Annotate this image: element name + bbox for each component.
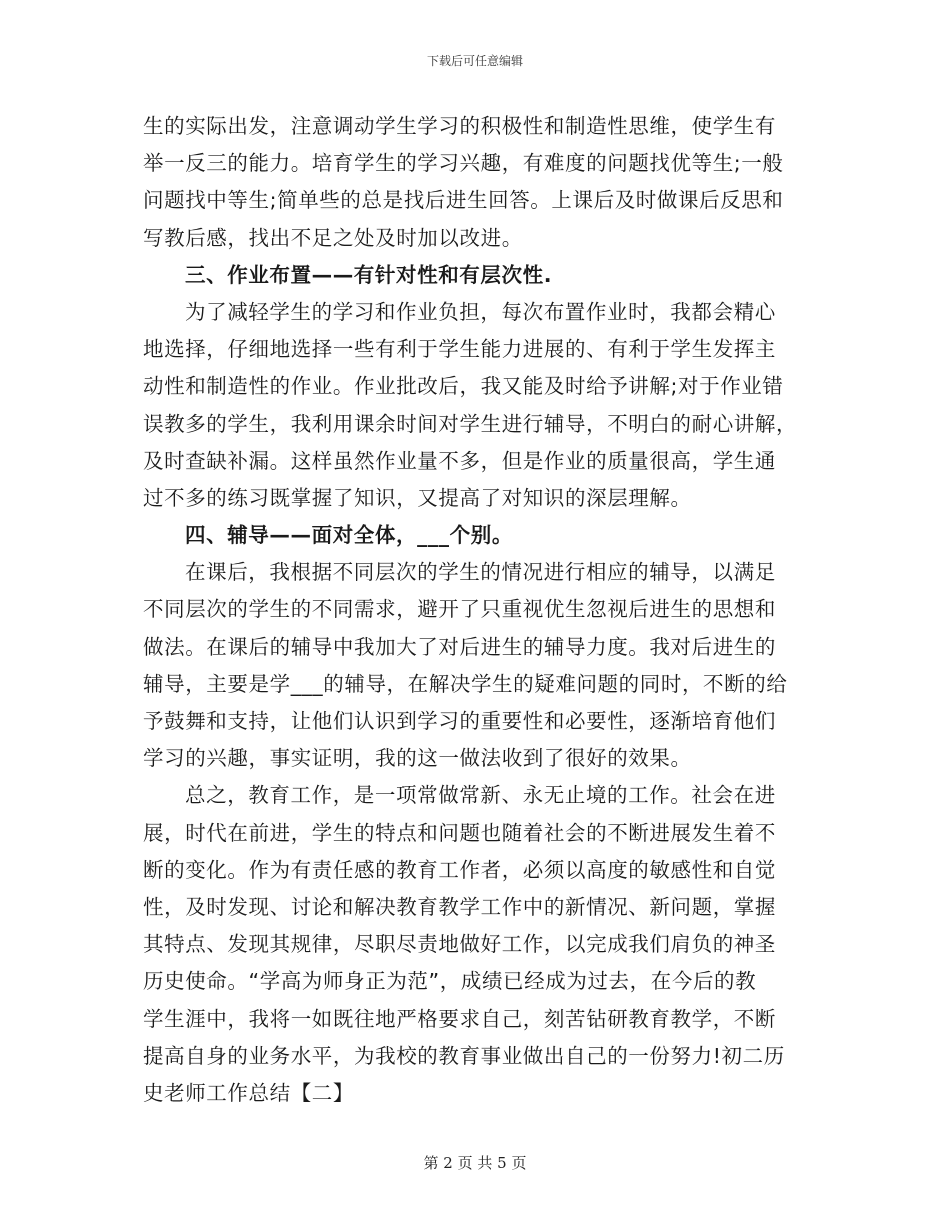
- text-line: 其特点、发现其规律，尽职尽责地做好工作，以完成我们肩负的神圣: [143, 932, 776, 957]
- text-line: 及时查缺补漏。这样虽然作业量不多，但是作业的质量很高，学生通: [143, 448, 776, 473]
- page-footer: 第 2 页 共 5 页: [423, 1154, 527, 1172]
- text-line: 生的实际出发，注意调动学生学习的积极性和制造性思维，使学生有: [143, 114, 776, 138]
- text-line: 学习的兴趣，事实证明，我的这一做法收到了很好的效果。: [143, 746, 692, 771]
- text-line: 展，时代在前进，学生的特点和问题也随着社会的不断进展发生着不: [143, 820, 776, 845]
- text-line: 做法。在课后的辅导中我加大了对后进生的辅导力度。我对后进生的: [143, 634, 776, 659]
- text-line: 学生涯中，我将一如既往地严格要求自己，刻苦钻研教育教学，不断: [143, 1006, 776, 1031]
- text-line: 历史使命。“学高为师身正为范”，成绩已经成为过去，在今后的教: [143, 969, 757, 994]
- text-line: 举一反三的能力。培育学生的学习兴趣，有难度的问题找优等生;一般: [143, 151, 784, 176]
- text-line: 问题找中等生;简单些的总是找后进生回答。上课后及时做课后反思和: [143, 188, 784, 213]
- text-line: 性，及时发现、讨论和解决教育教学工作中的新情况、新问题，掌握: [143, 894, 776, 919]
- text-line: 史老师工作总结【二】: [143, 1080, 354, 1105]
- section-heading: 三、作业布置——有针对性和有层次性.: [185, 262, 553, 287]
- text-line: 断的变化。作为有责任感的教育工作者，必须以高度的敏感性和自觉: [143, 857, 776, 882]
- text-line: 提高自身的业务水平，为我校的教育事业做出自己的一份努力!初二历: [143, 1043, 785, 1068]
- text-line: 过不多的练习既掌握了知识，又提高了对知识的深层理解。: [143, 485, 692, 510]
- text-line: 不同层次的学生的不同需求，避开了只重视优生忽视后进生的思想和: [143, 597, 776, 622]
- text-line: 写教后感，找出不足之处及时加以改进。: [143, 225, 523, 250]
- text-line: 误教多的学生，我利用课余时间对学生进行辅导，不明白的耐心讲解，: [143, 411, 798, 436]
- section-heading: 四、辅导——面对全体，___个别。: [185, 523, 513, 548]
- text-line: 动性和制造性的作业。作业批改后，我又能及时给予讲解;对于作业错: [143, 374, 784, 399]
- text-line: 为了减轻学生的学习和作业负担，每次布置作业时，我都会精心: [185, 299, 776, 324]
- document-body: [143, 108, 809, 1112]
- text-line: 在课后，我根据不同层次的学生的情况进行相应的辅导，以满足: [185, 560, 776, 585]
- text-line: 地选择，仔细地选择一些有利于学生能力进展的、有利于学生发挥主: [143, 337, 776, 362]
- text-line: 总之，教育工作，是一项常做常新、永无止境的工作。社会在进: [185, 783, 776, 808]
- page-header: 下载后可任意编辑: [426, 54, 523, 68]
- text-line: 辅导，主要是学___的辅导，在解决学生的疑难问题的同时，不断的给: [143, 671, 788, 696]
- text-line: 予鼓舞和支持，让他们认识到学习的重要性和必要性，逐渐培育他们: [143, 709, 776, 733]
